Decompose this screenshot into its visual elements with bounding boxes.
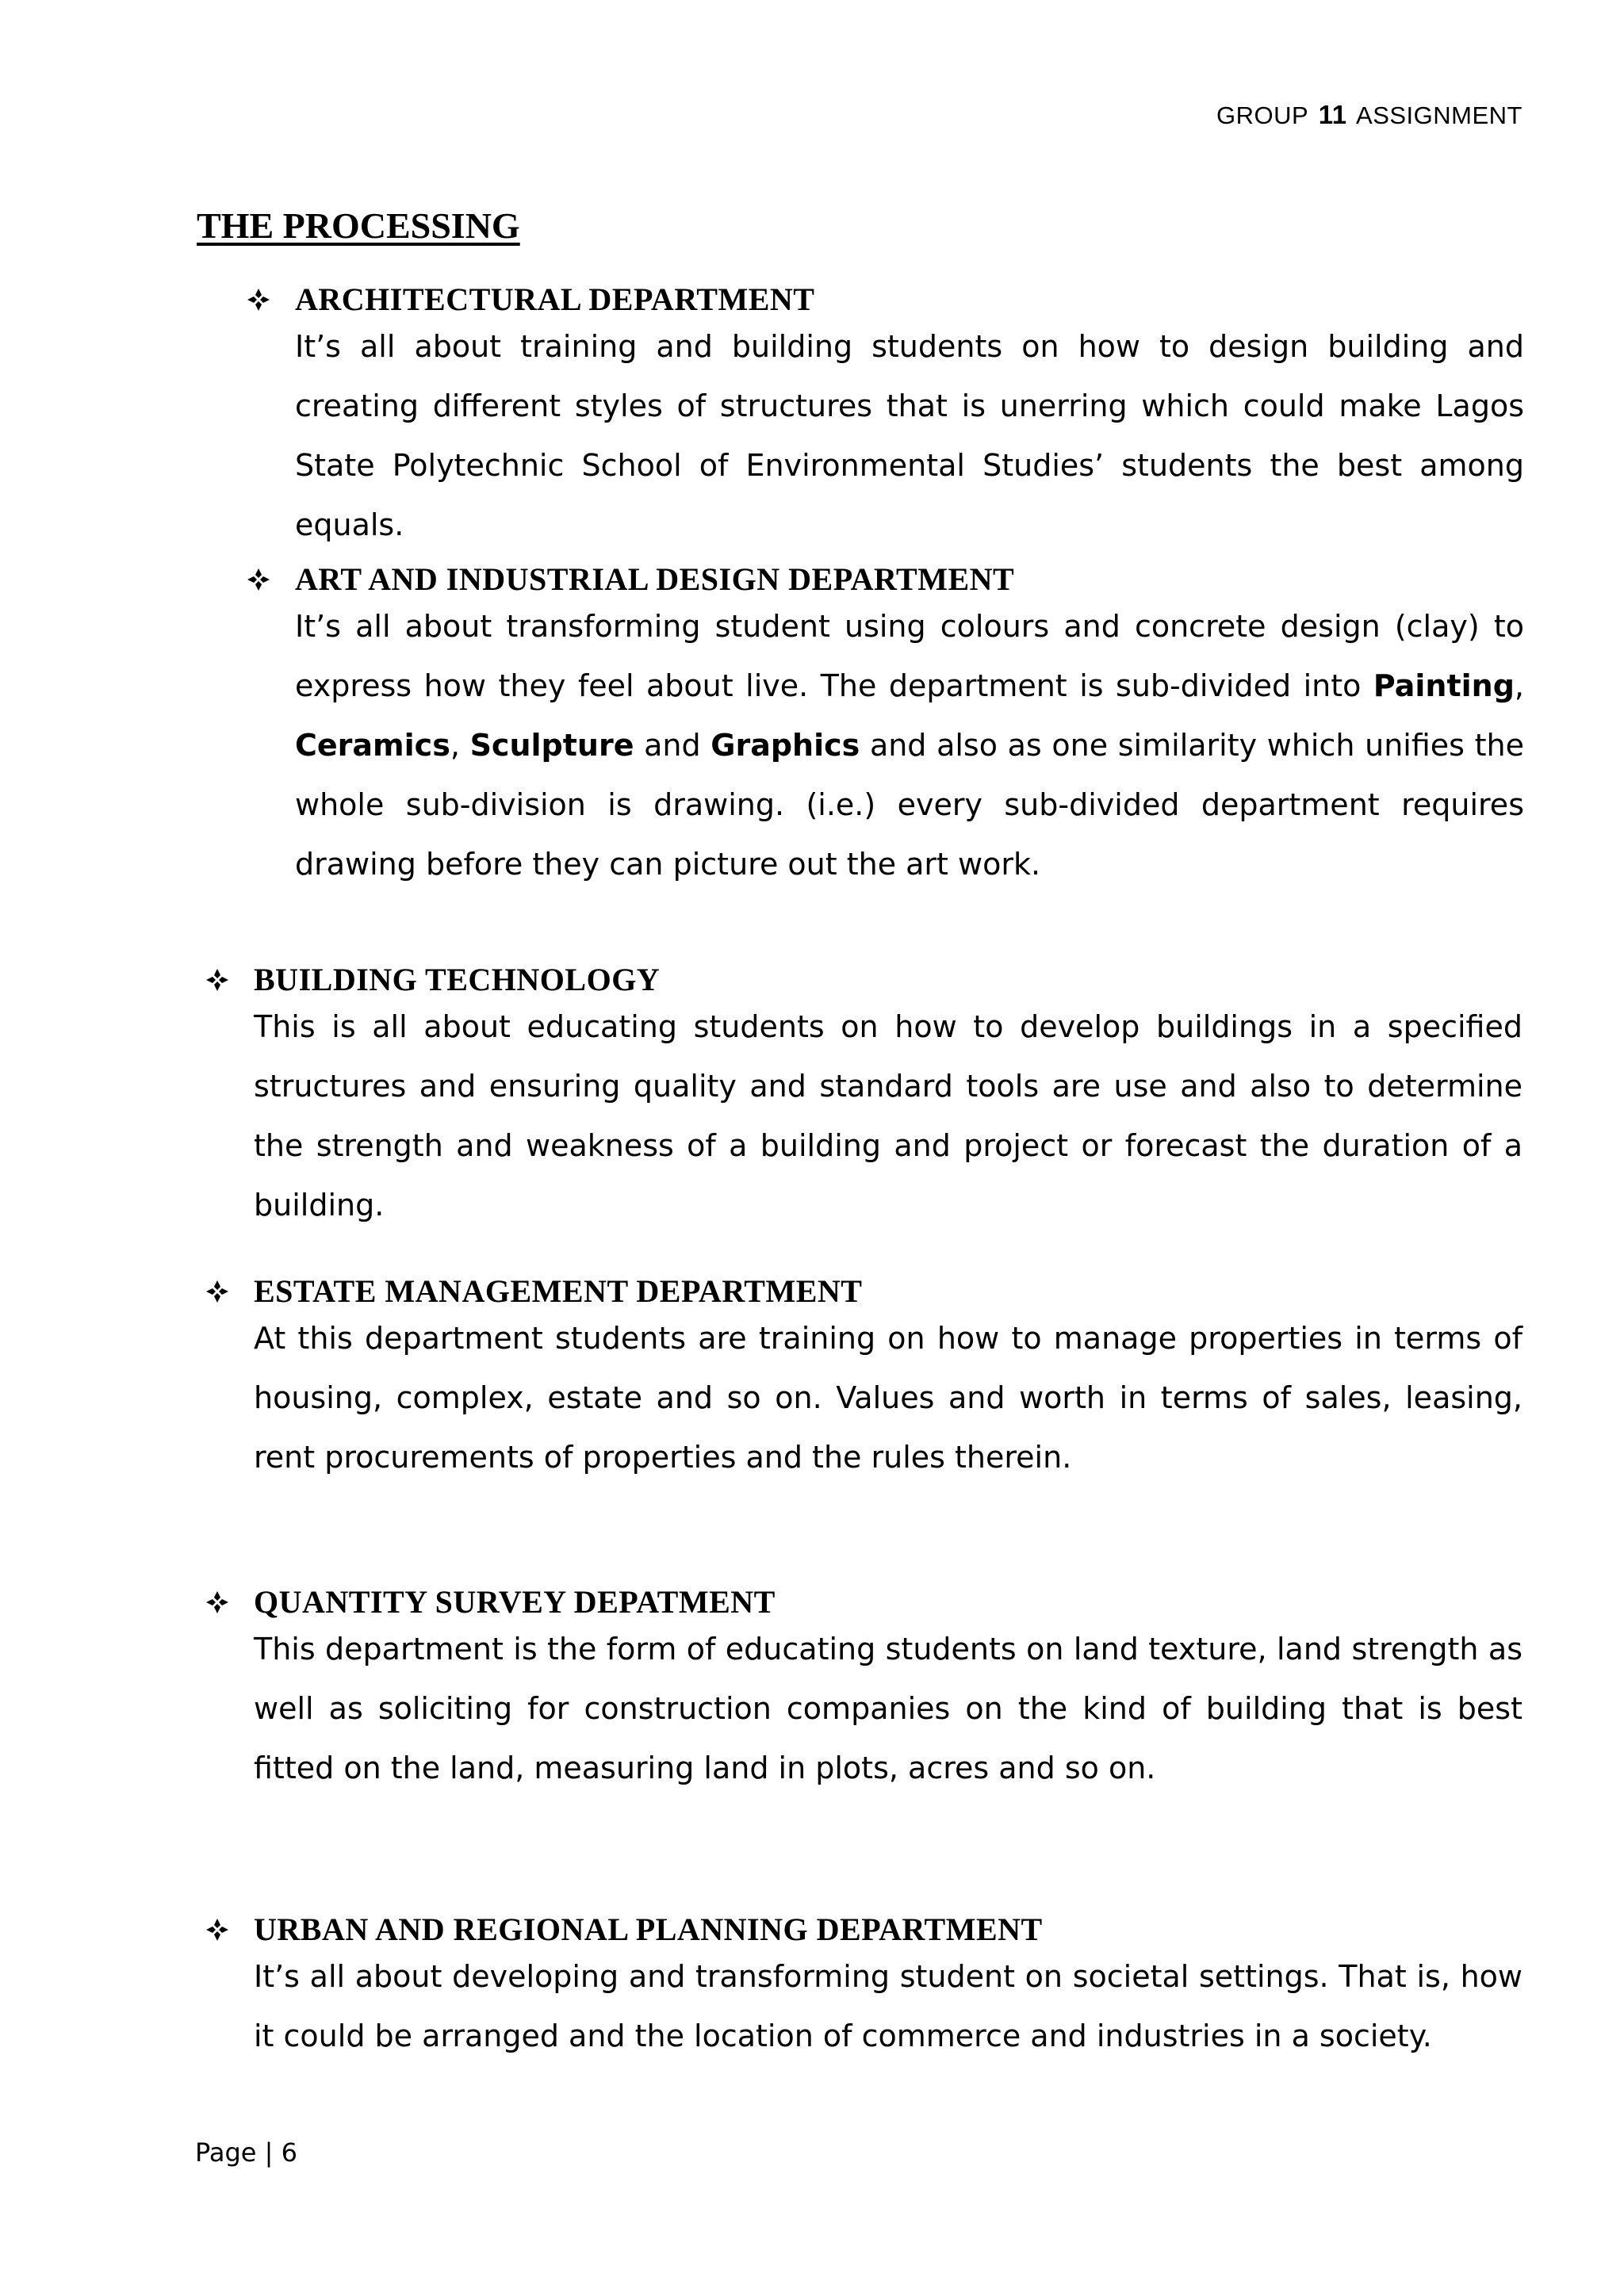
section-building-technology [197,961,1522,1235]
section-quantity-survey [197,1583,1522,1798]
section-heading: BUILDING TECHNOLOGY [254,961,1522,999]
bold-term-sculpture: Sculpture [469,728,634,763]
diamond-bullet-icon [203,1911,232,1949]
section-heading: ESTATE MANAGEMENT DEPARTMENT [254,1272,1522,1311]
section-heading: URBAN AND REGIONAL PLANNING DEPARTMENT [254,1911,1522,1949]
bold-term-ceramics: Ceramics [295,728,450,763]
section-heading: ARCHITECTURAL DEPARTMENT [295,281,1524,319]
diamond-bullet-icon [244,561,273,599]
header-group-prefix: GROUP [1216,101,1308,129]
diamond-bullet-icon [244,281,273,319]
header-group-suffix: ASSIGNMENT [1356,101,1522,129]
section-body: At this department students are training on how to manage properties in terms of housing, complex, estate and so on. Values and worth in terms of sales, leasing, rent procurements of properties and the rules therein. [254,1321,1522,1475]
diamond-bullet-icon [203,1583,232,1621]
section-heading: QUANTITY SURVEY DEPATMENT [254,1583,1522,1621]
bold-term-painting: Painting [1373,668,1515,703]
page-title: THE PROCESSING [197,205,520,246]
section-body: This department is the form of educating students on land texture, land strength as well as soliciting for construction companies on the kind of building that is best fitted on the land, measuring land in plots, acres and so on. [254,1632,1522,1785]
page-header [1216,100,1522,130]
section-heading: ART AND INDUSTRIAL DESIGN DEPARTMENT [295,561,1524,599]
section-body: It’s all about transforming student using colours and concrete design (clay) to express how they feel about live. The department is sub-divided into Painting, Ceramics, Sculpture and Graphics and also as one similarity which unifies the whole sub-division is drawing. (i.e.) every sub-divided department requires drawing before they can picture out the art work. [295,609,1524,882]
section-art-industrial-design [197,561,1524,894]
section-urban-regional-planning [197,1911,1522,2066]
bold-term-graphics: Graphics [710,728,860,763]
diamond-bullet-icon [203,961,232,999]
page-number: Page | 6 [195,2137,297,2168]
section-architectural [197,281,1524,555]
section-body: It’s all about training and building students on how to design building and creating different styles of structures that is unerring which could make Lagos State Polytechnic School of Environmental Studies’ students the best among equals. [295,329,1524,542]
section-body: This is all about educating students on how to develop buildings in a specified structures and ensuring quality and standard tools are use and also to determine the strength and weakness of a building and project or forecast the duration of a building. [254,1009,1522,1223]
header-group-number: 11 [1318,100,1347,129]
section-estate-management [197,1272,1522,1487]
section-body: It’s all about developing and transforming student on societal settings. That is, how it could be arranged and the location of commerce and industries in a society. [254,1959,1522,2053]
diamond-bullet-icon [203,1272,232,1311]
